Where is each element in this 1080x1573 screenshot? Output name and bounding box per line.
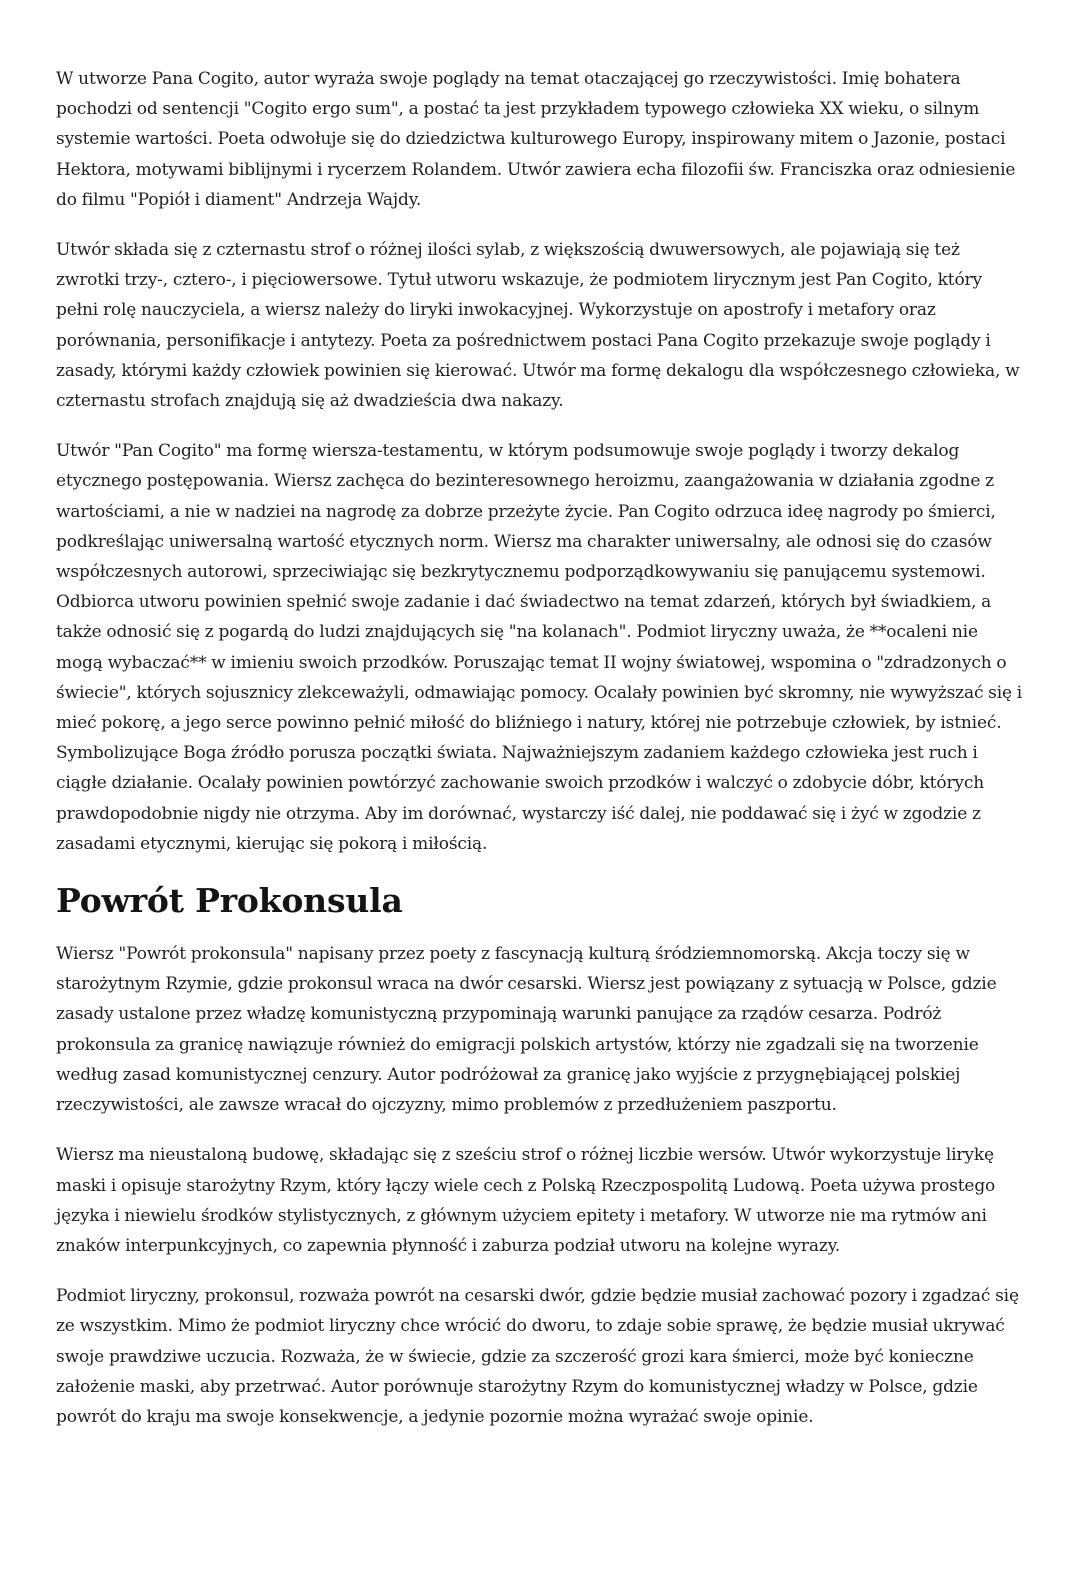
paragraph: Utwór "Pan Cogito" ma formę wiersza-testamentu, w którym podsumowuje swoje poglądy i tworzy dekalog etycznego postępowania. Wiersz zachęca do bezinteresownego heroizmu, zaangażowania w działania zgodne z wartościami, a nie w nadziei na nagrodę za dobrze przeżyte życie. Pan Cogito odrzuca ideę nagrody po śmierci, podkreślając uniwersalną wartość etycznych norm. Wiersz ma charakter uniwersalny, ale odnosi się do czasów współczesnych autorowi, sprzeciwiając się bezkrytycznemu podporządkowywaniu się panującemu systemowi. Odbiorca utworu powinien spełnić swoje zadanie i dać świadectwo na temat zdarzeń, których był świadkiem, a także odnosić się z pogardą do ludzi znajdujących się "na kolanach". Podmiot liryczny uważa, że **ocaleni nie mogą wybaczać** w imieniu swoich przodków. Poruszając temat II wojny światowej, wspomina o "zdradzonych o świecie", których sojusznicy zlekceważyli, odmawiając pomocy. Ocalały powinien być skromny, nie wywyższać się i mieć pokorę, a jego serce powinno pełnić miłość do bliźniego i natury, której nie potrzebuje człowiek, by istnieć. Symbolizujące Boga źródło porusza początki świata. Najważniejszym zadaniem każdego człowieka jest ruch i ciągłe działanie. Ocalały powinien powtórzyć zachowanie swoich przodków i walczyć o zdobycie dóbr, których prawdopodobnie nigdy nie otrzyma. Aby im dorównać, wystarczy iść dalej, nie poddawać się i żyć w zgodzie z zasadami etycznymi, kierując się pokorą i miłością. xyxy=(56,441,1023,854)
paragraph: Wiersz ma nieustaloną budowę, składając się z sześciu strof o różnej liczbie wersów. Utwór wykorzystuje lirykę maski i opisuje starożytny Rzym, który łączy wiele cech z Polską Rzeczpospolitą Ludową. Poeta używa prostego języka i niewielu środków stylistycznych, z głównym użyciem epitety i metafory. W utworze nie ma rytmów ani znaków interpunkcyjnych, co zapewnia płynność i zaburza podział utworu na kolejne wyrazy. xyxy=(56,1145,996,1256)
section-heading: Powrót Prokonsula xyxy=(56,881,403,921)
paragraph: Podmiot liryczny, prokonsul, rozważa powrót na cesarski dwór, gdzie będzie musiał zachować pozory i zgadzać się ze wszystkim. Mimo że podmiot liryczny chce wrócić do dworu, to zdaje sobie sprawę, że będzie musiał ukrywać swoje prawdziwe uczucia. Rozważa, że w świecie, gdzie za szczerość grozi kara śmierci, może być konieczne założenie maski, aby przetrwać. Autor porównuje starożytny Rzym do komunistycznej władzy w Polsce, gdzie powrót do kraju ma swoje konsekwencje, a jedynie pozornie można wyrażać swoje opinie. xyxy=(56,1286,1019,1427)
paragraph: W utworze Pana Cogito, autor wyraża swoje poglądy na temat otaczającej go rzeczywistości. Imię bohatera pochodzi od sentencji "Cogito ergo sum", a postać ta jest przykładem typowego człowieka XX wieku, o silnym systemie wartości. Poeta odwołuje się do dziedzictwa kulturowego Europy, inspirowany mitem o Jazonie, postaci Hektora, motywami biblijnymi i rycerzem Rolandem. Utwór zawiera echa filozofii św. Franciszka oraz odniesienie do filmu "Popiół i diament" Andrzeja Wajdy. xyxy=(56,69,1016,210)
document-page xyxy=(56,64,1026,1452)
paragraph: Utwór składa się z czternastu strof o różnej ilości sylab, z większością dwuwersowych, ale pojawiają się też zwrotki trzy-, cztero-, i pięciowersowe. Tytuł utworu wskazuje, że podmiotem lirycznym jest Pan Cogito, który pełni rolę nauczyciela, a wiersz należy do liryki inwokacyjnej. Wykorzystuje on apostrofy i metafory oraz porównania, personifikacje i antytezy. Poeta za pośrednictwem postaci Pana Cogito przekazuje swoje poglądy i zasady, którymi każdy człowiek powinien się kierować. Utwór ma formę dekalogu dla współczesnego człowieka, w czternastu strofach znajdują się aż dwadzieścia dwa nakazy. xyxy=(56,240,1020,412)
paragraph: Wiersz "Powrót prokonsula" napisany przez poety z fascynacją kulturą śródziemnomorską. Akcja toczy się w starożytnym Rzymie, gdzie prokonsul wraca na dwór cesarski. Wiersz jest powiązany z sytuacją w Polsce, gdzie zasady ustalone przez władzę komunistyczną przypominają warunki panujące za rządów cesarza. Podróż prokonsula za granicę nawiązuje również do emigracji polskich artystów, którzy nie zgadzali się na tworzenie według zasad komunistycznej cenzury. Autor podróżował za granicę jako wyjście z przygnębiającej polskiej rzeczywistości, ale zawsze wracał do ojczyzny, mimo problemów z przedłużeniem paszportu. xyxy=(56,944,997,1116)
